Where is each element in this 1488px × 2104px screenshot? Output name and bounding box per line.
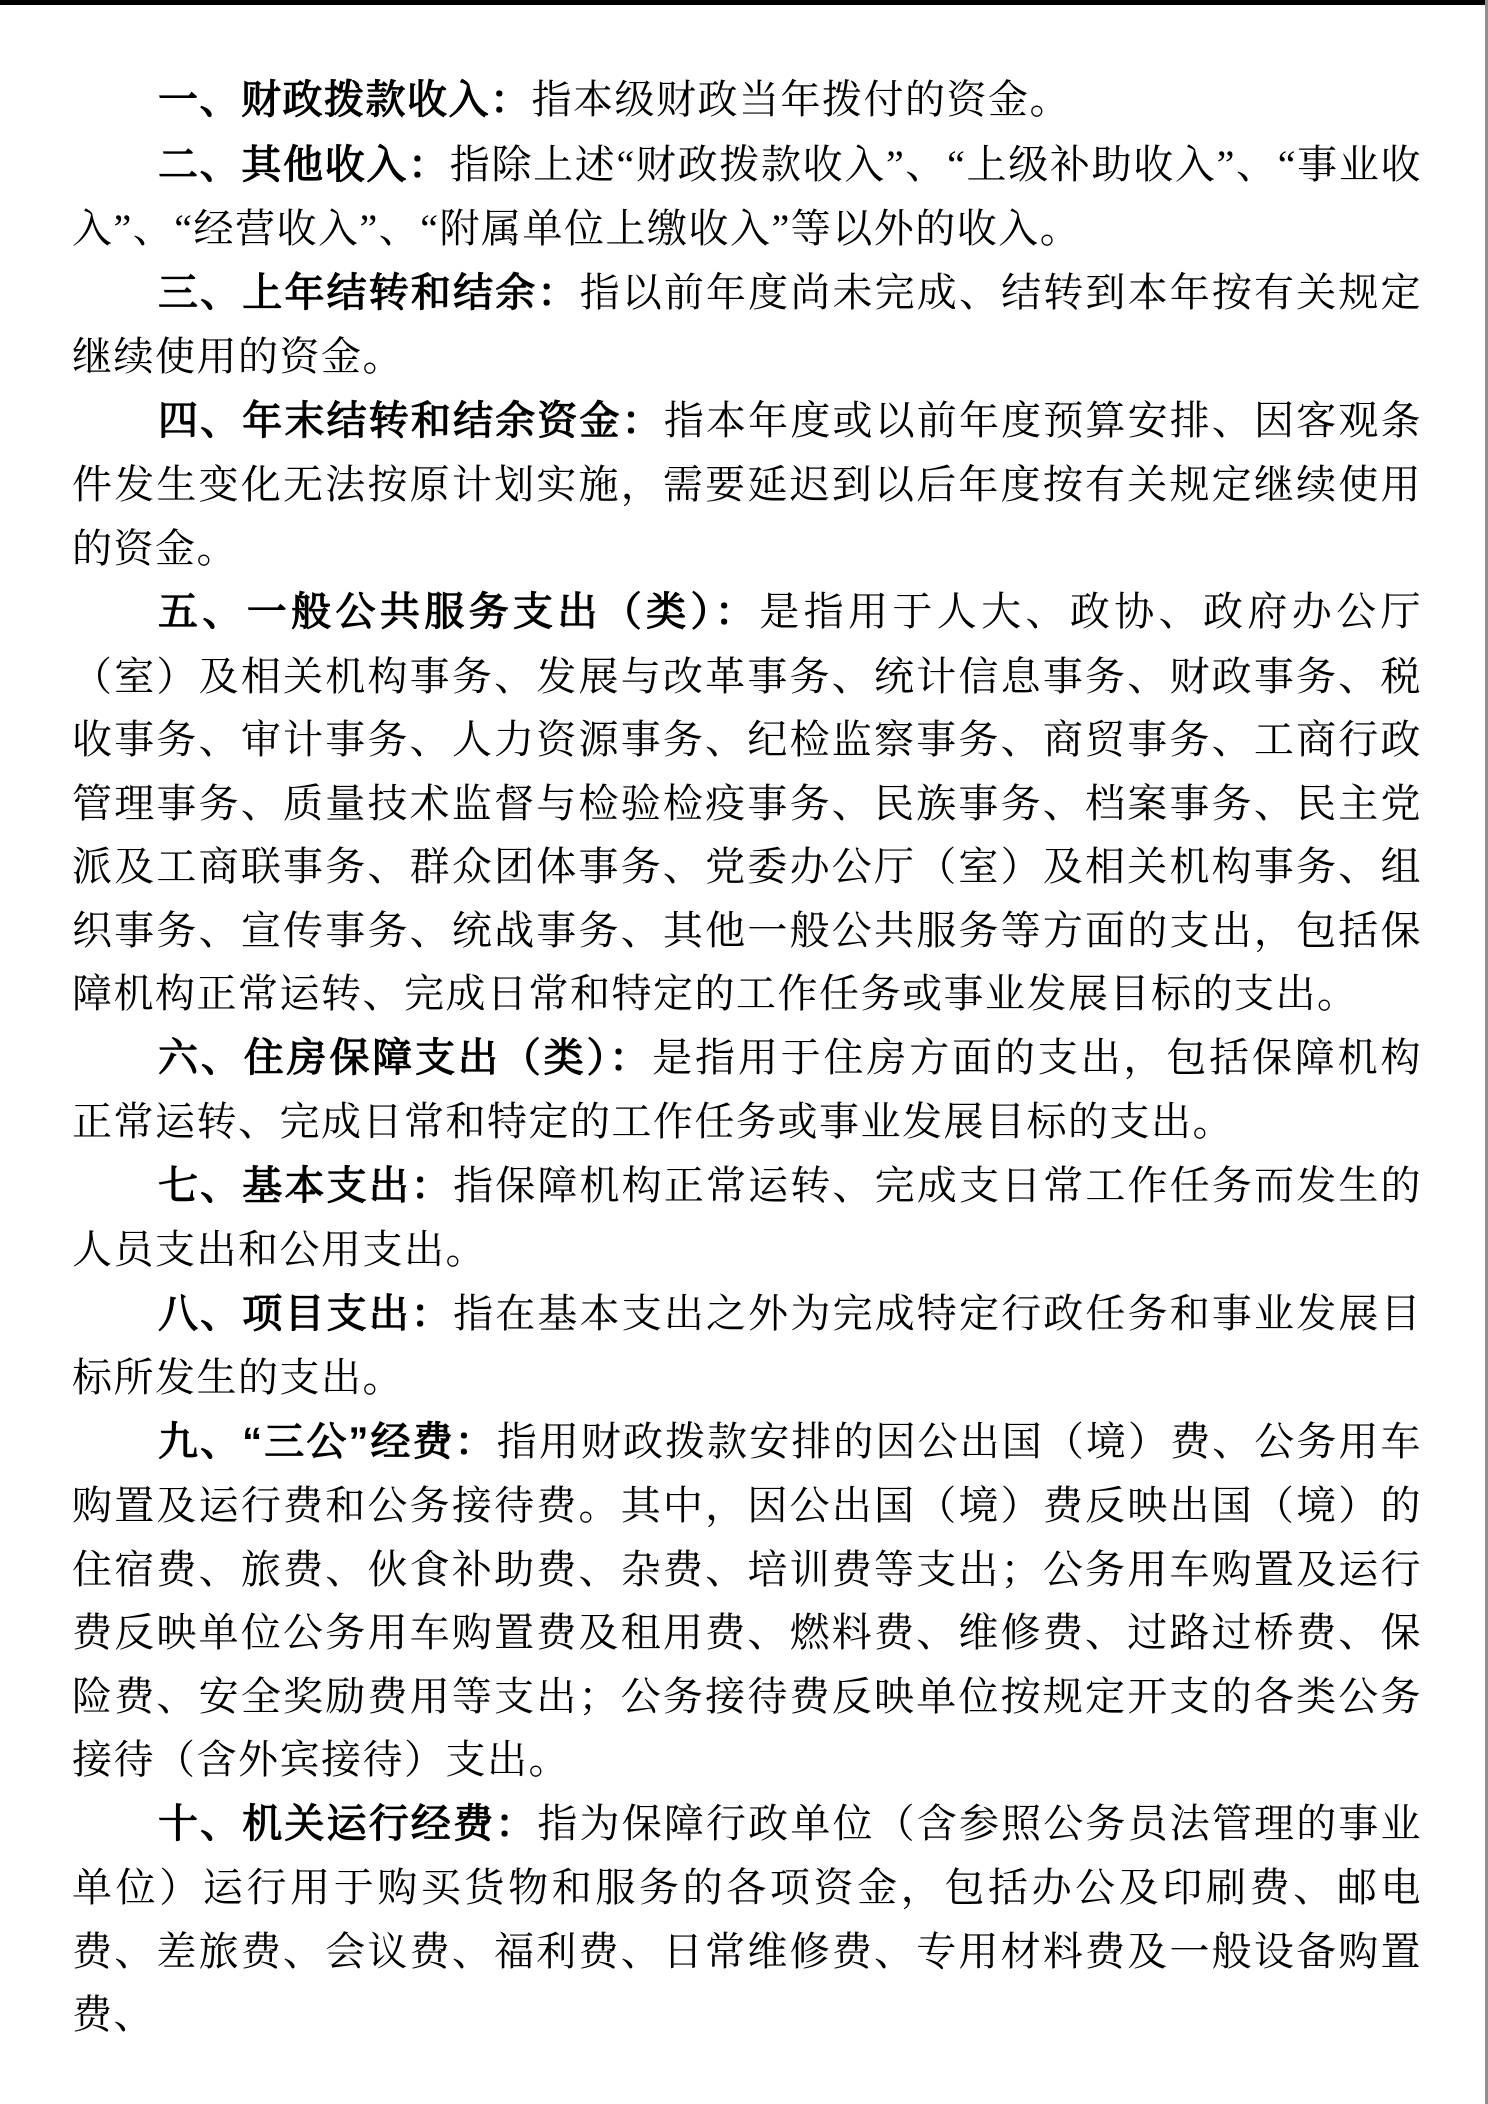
definition-paragraph-4 (72, 389, 1422, 581)
term-definition: 指为保障行政单位（含参照公务员法管理的事业单位）运行用于购买货物和服务的各项资金，包括办公及印刷费、邮电费、差旅费、会议费、福利费、日常维修费、专用材料费及一般设备购置费、 (72, 1800, 1423, 2037)
term-definition: 指在基本支出之外为完成特定行政任务和事业发展目标所发生的支出。 (72, 1290, 1423, 1400)
definition-paragraph-2 (72, 133, 1422, 261)
term-label: 六、住房保障支出（类）： (158, 1035, 653, 1080)
term-label: 四、年末结转和结余资金： (158, 398, 664, 443)
definition-paragraph-1 (72, 68, 1422, 133)
term-definition: 指除上述“财政拨款收入”、“上级补助收入”、“事业收入”、“经营收入”、“附属单位上缴收入”等以外的收入。 (72, 141, 1423, 251)
term-label: 八、项目支出： (158, 1291, 454, 1336)
definition-paragraph-3 (72, 261, 1422, 389)
page-top-edge (0, 0, 1488, 5)
term-label: 二、其他收入： (158, 142, 450, 187)
definition-paragraph-10 (72, 1792, 1422, 2047)
document-body (72, 68, 1422, 2047)
term-definition: 指本年度或以前年度预算安排、因客观条件发生变化无法按原计划实施，需要延迟到以后年度按有关规定继续使用的资金。 (72, 397, 1423, 571)
definition-paragraph-9 (72, 1410, 1422, 1792)
term-label: 一、财政拨款收入： (158, 78, 532, 122)
definition-paragraph-6 (72, 1026, 1422, 1154)
term-definition: 指用财政拨款安排的因公出国（境）费、公务用车购置及运行费和公务接待费。其中，因公出国（境）费反映出国（境）的住宿费、旅费、伙食补助费、杂费、培训费等支出；公务用车购置及运行费反映单位公务用车购置费及租用费、燃料费、维修费、过路过桥费、保险费、安全奖励费用等支出；公务接待费反映单位按规定开支的各类公务接待（含外宾接待）支出。 (72, 1418, 1422, 1782)
term-definition: 指保障机构正常运转、完成支日常工作任务而发生的人员支出和公用支出。 (72, 1162, 1423, 1272)
definition-paragraph-8 (72, 1282, 1422, 1410)
term-definition: 是指用于住房方面的支出，包括保障机构正常运转、完成日常和特定的工作任务或事业发展目标的支出。 (72, 1034, 1423, 1144)
term-label: 三、上年结转和结余： (158, 270, 580, 315)
definition-paragraph-7 (72, 1154, 1422, 1282)
term-label: 七、基本支出： (158, 1163, 454, 1208)
definition-paragraph-5 (72, 580, 1422, 1026)
term-definition: 指本级财政当年拨付的资金。 (531, 77, 1071, 122)
term-label: 九、“三公”经费： (158, 1419, 497, 1464)
term-definition: 指以前年度尚未完成、结转到本年按有关规定继续使用的资金。 (72, 269, 1423, 379)
term-label: 十、机关运行经费： (158, 1801, 538, 1846)
term-definition: 是指用于人大、政协、政府办公厅（室）及相关机构事务、发展与改革事务、统计信息事务、财政事务、税收事务、审计事务、人力资源事务、纪检监察事务、商贸事务、工商行政管理事务、质量技术监督与检验检疫事务、民族事务、档案事务、民主党派及工商联事务、群众团体事务、党委办公厅（室）及相关机构事务、组织事务、宣传事务、统战事务、其他一般公共服务等方面的支出，包括保障机构正常运转、完成日常和特定的工作任务或事业发展目标的支出。 (72, 589, 1422, 1016)
term-label: 五、一般公共服务支出（类）： (158, 590, 760, 634)
